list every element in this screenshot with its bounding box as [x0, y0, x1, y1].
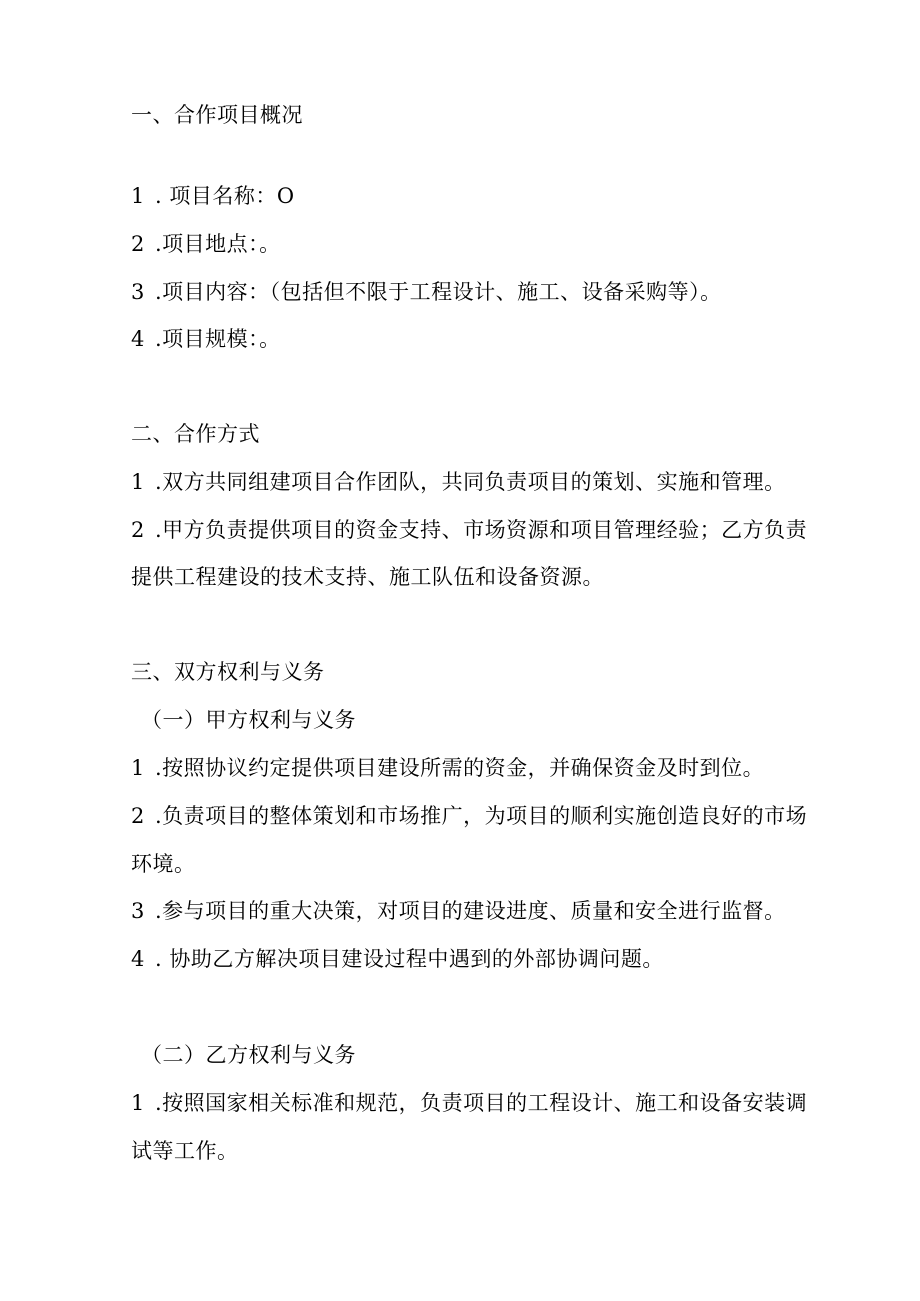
item-number: 4: [131, 327, 145, 351]
item-number: 1: [131, 184, 145, 208]
item-text: .参与项目的重大决策，对项目的建设进度、质量和安全进行监督。: [155, 899, 786, 923]
list-item: [131, 802, 807, 830]
list-item: [131, 945, 664, 973]
list-item: [131, 516, 807, 544]
item-number: 1: [131, 756, 145, 780]
item-text: . 协助乙方解决项目建设过程中遇到的外部协调问题。: [155, 947, 664, 971]
item-text: . 项目名称：O: [155, 184, 295, 208]
list-item-continuation: 试等工作。: [131, 1139, 239, 1163]
list-item: [131, 897, 786, 925]
item-text: .负责项目的整体策划和市场推广，为项目的顺利实施创造良好的市场: [155, 804, 808, 828]
list-item: [131, 182, 295, 210]
item-text: .项目地点：。: [155, 232, 281, 256]
item-text: .按照国家相关标准和规范，负责项目的工程设计、施工和设备安装调: [155, 1091, 808, 1115]
item-number: 2: [131, 804, 145, 828]
item-text: .甲方负责提供项目的资金支持、市场资源和项目管理经验；乙方负责: [155, 518, 808, 542]
list-item-continuation: 环境。: [131, 852, 196, 876]
item-number: 2: [131, 232, 145, 256]
item-text: .项目内容：（包括但不限于工程设计、施工、设备采购等）。: [155, 280, 722, 304]
item-number: 2: [131, 518, 145, 542]
list-item: [131, 325, 281, 353]
list-item-continuation: 提供工程建设的技术支持、施工队伍和设备资源。: [131, 565, 604, 589]
item-number: 1: [131, 1091, 145, 1115]
item-text: .双方共同组建项目合作团队，共同负责项目的策划、实施和管理。: [155, 470, 786, 494]
list-item: [131, 230, 281, 258]
item-number: 1: [131, 470, 145, 494]
item-number: 3: [131, 280, 145, 304]
item-number: 3: [131, 899, 145, 923]
item-number: 4: [131, 947, 145, 971]
section-heading-2: 二、合作方式: [131, 422, 260, 446]
list-item: [131, 1089, 807, 1117]
section-heading-3: 三、双方权利与义务: [131, 660, 325, 684]
list-item: [131, 754, 764, 782]
subsection-heading-1: （一）甲方权利与义务: [141, 708, 356, 732]
list-item: [131, 468, 786, 496]
item-text: .项目规模：。: [155, 327, 281, 351]
list-item: [131, 278, 722, 306]
section-heading-1: 一、合作项目概况: [131, 103, 303, 127]
subsection-heading-2: （二）乙方权利与义务: [141, 1043, 356, 1067]
item-text: .按照协议约定提供项目建设所需的资金，并确保资金及时到位。: [155, 756, 765, 780]
